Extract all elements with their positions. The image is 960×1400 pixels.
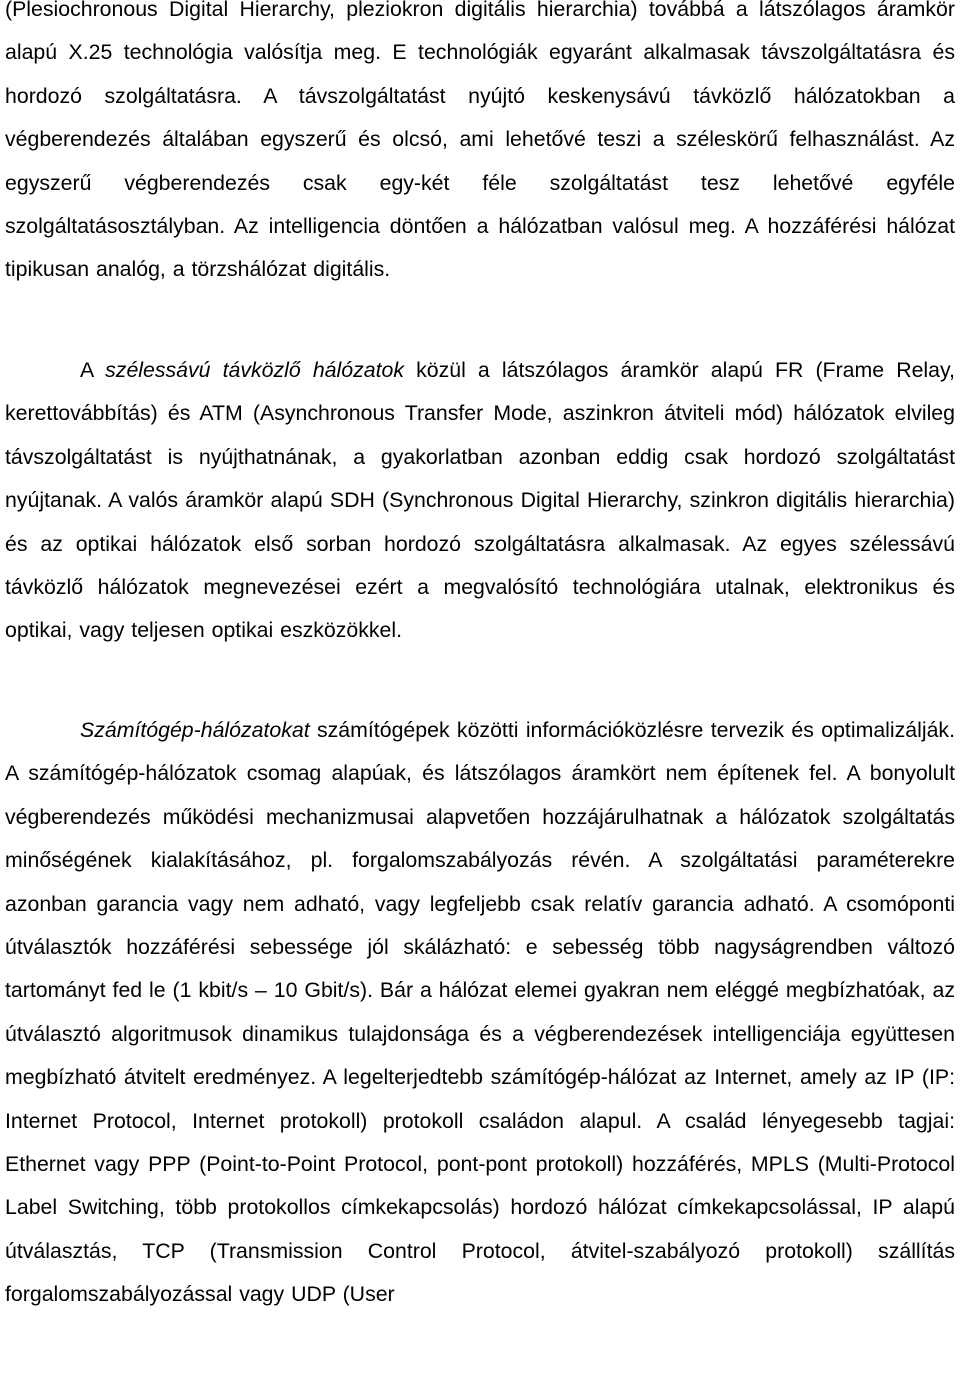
paragraph-broadband-networks xyxy=(5,349,955,653)
paragraph-lead-text: A xyxy=(80,358,106,382)
paragraph-body-text: számítógépek közötti információközlésre tervezik és optimalizálják. A számítógép-hálózatok csomag alapúak, és látszólagos áramkört nem építenek fel. A bonyolult végberendezés működési mechanizmusai alapvetően hozzájárulhatnak a hálózatok szolgáltatás minőségének kialakításához, pl. forgalomszabályozás révén. A szolgáltatási paraméterekre azonban garancia vagy nem adható, vagy legfeljebb csak relatív garancia adható. A csomóponti útválasztók hozzáférési sebessége jól skálázható: e sebesség több nagyságrendben változó tartományt fed le (1 kbit/s – 10 Gbit/s). Bár a hálózat elemei gyakran nem eléggé megbízhatóak, az útválasztó algoritmusok dinamikus tulajdonsága és a végberendezések intelligenciája együttesen megbízható átvitelt eredményez. A legelterjedtebb számítógép-hálózat az Internet, amely az IP (IP: Internet Protocol, Internet protokoll) protokoll családon alapul. A család lényegesebb tagjai: Ethernet vagy PPP (Point-to-Point Protocol, pont-pont protokoll) hozzáférés, MPLS (Multi-Protocol Label Switching, több protokollos címkekapcsolás) hordozó hálózat címkekapcsolással, IP alapú útválasztás, TCP (Transmission Control Protocol, átvitel-szabályozó protokoll) szállítás forgalomszabályozással vagy UDP (User xyxy=(5,718,956,1307)
italic-term-broadband: szélessávú távközlő hálózatok xyxy=(105,358,404,382)
italic-term-computer-networks: Számítógép-hálózatokat xyxy=(80,718,310,742)
paragraph-narrowband-networks: (Plesiochronous Digital Hierarchy, pleziokron digitális hierarchia) továbbá a látszólagos áramkör alapú X.25 technológia valósítja meg. E technológiák egyaránt alkalmasak távszolgáltatásra és hordozó szolgáltatásra. A távszolgáltatást nyújtó keskenysávú távközlő hálózatokban a végberendezés általában egyszerű és olcsó, ami lehetővé teszi a széleskörű felhasználást. Az egyszerű végberendezés csak egy-két féle szolgáltatást tesz lehetővé egyféle szolgáltatásosztályban. Az intelligencia döntően a hálózatban valósul meg. A hozzáférési hálózat tipikusan analóg, a törzshálózat digitális. xyxy=(5,0,955,282)
paragraph-body-text: közül a látszólagos áramkör alapú FR (Frame Relay, kerettovábbítás) és ATM (Asynchronous Transfer Mode, aszinkron átviteli mód) hálózatok elvileg távszolgáltatást is nyújthatnának, a gyakorlatban azonban eddig csak hordozó szolgáltatást nyújtanak. A valós áramkör alapú SDH (Synchronous Digital Hierarchy, szinkron digitális hierarchia) és az optikai hálózatok első sorban hordozó szolgáltatásra alkalmasak. Az egyes szélessávú távközlő hálózatok megnevezései ezért a megvalósító technológiára utalnak, elektronikus és optikai, vagy teljesen optikai eszközökkel. xyxy=(5,358,955,643)
paragraph-computer-networks xyxy=(5,709,955,1317)
